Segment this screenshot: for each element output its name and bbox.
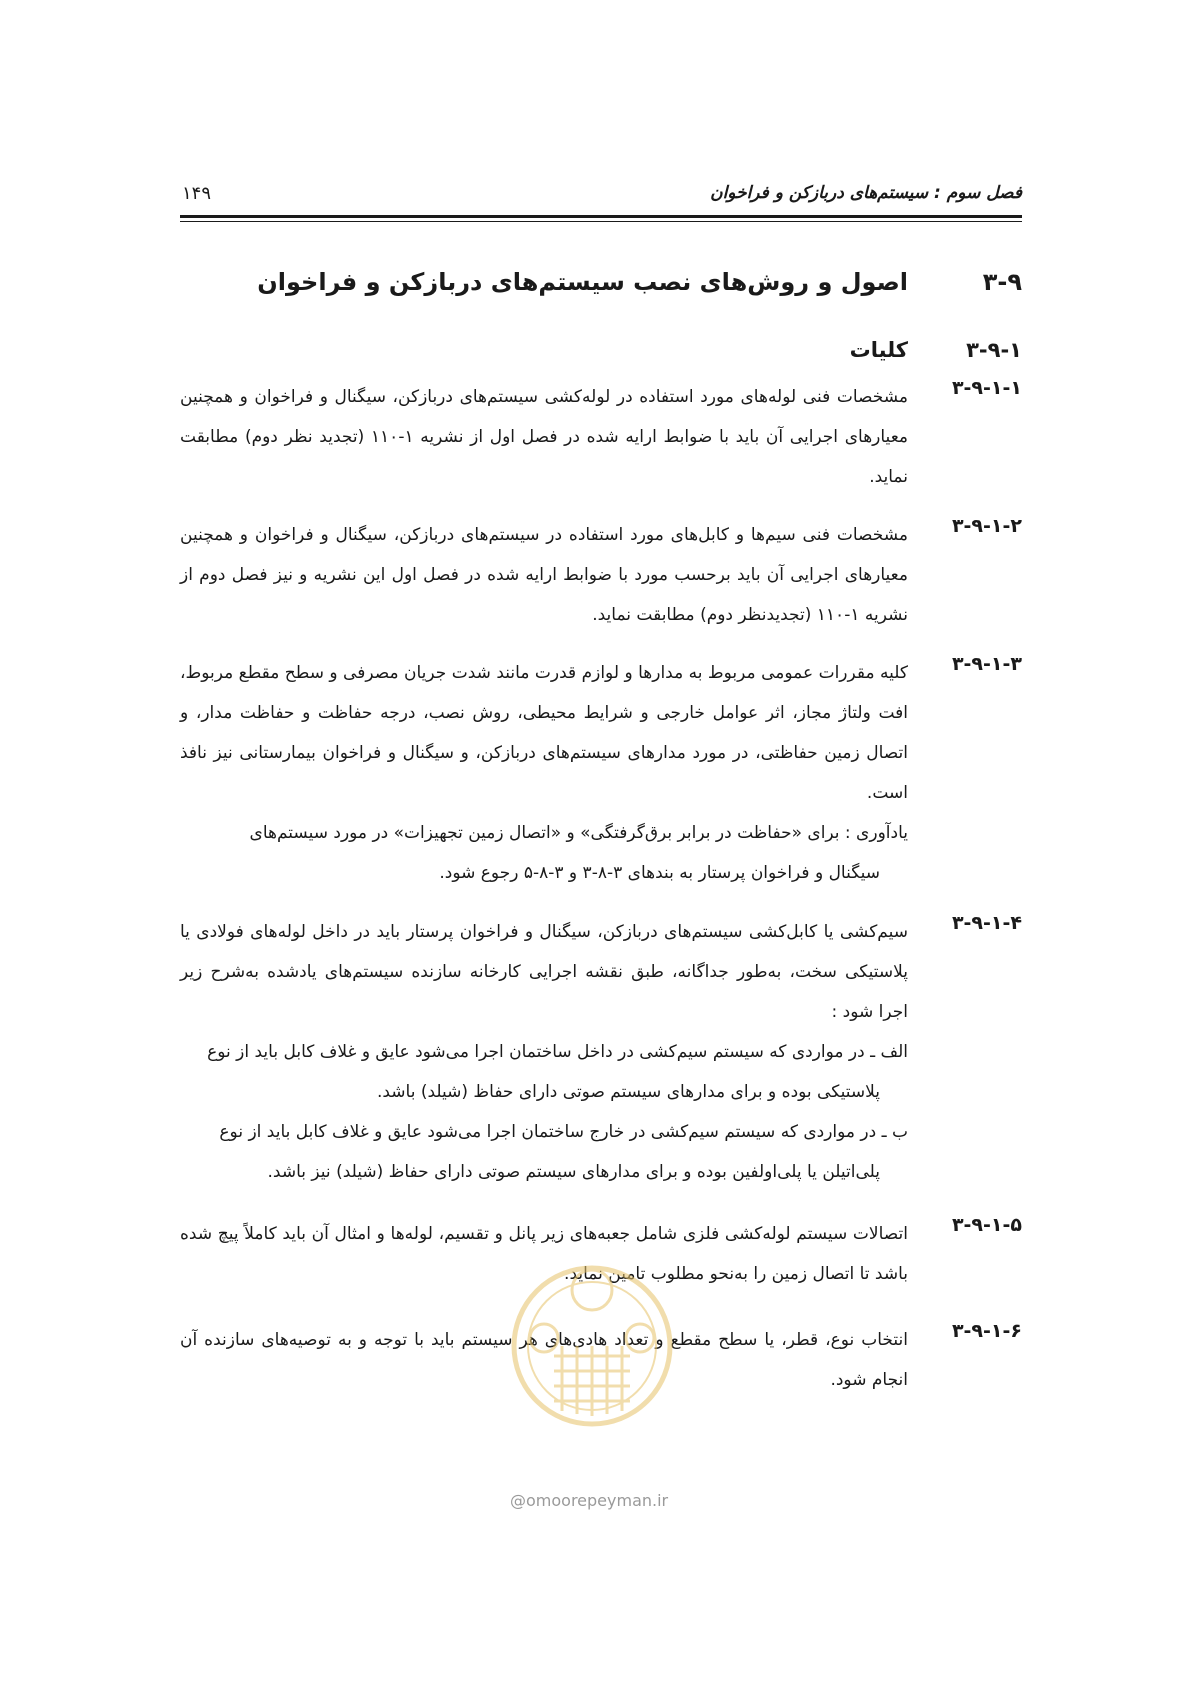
item-continuation: پلاستیکی بوده و برای مدارهای سیستم صوتی دارای حفاظ (شیلد) باشد. (376, 1082, 880, 1102)
subsection-title: کلیات (849, 338, 908, 362)
chapter-title: فصل سوم : سیستم‌های دربازکن و فراخوان (710, 183, 1022, 203)
clause-2 (180, 515, 1022, 635)
clause-1 (180, 377, 1022, 497)
item-continuation: پلی‌اتیلن یا پلی‌اولفین بوده و برای مدارهای سیستم صوتی دارای حفاظ (شیلد) نیز باشد. (267, 1162, 880, 1182)
clause-text: مشخصات فنی سیم‌ها و کابل‌های مورد استفاده در سیستم‌های دربازکن، سیگنال و فراخوان و همچنین معیارهای اجرایی آن باید برحسب مورد با ضوابط ارایه شده در فصل اول این نشریه و نیز فصل دوم از نشریه ۱-۱۱۰ (تجدیدنظر دوم) مطابقت نماید. (180, 525, 908, 625)
clause-text: مشخصات فنی لوله‌های مورد استفاده در لوله‌کشی سیستم‌های دربازکن، سیگنال و فراخوان و همچنین معیارهای اجرایی آن باید با ضوابط ارایه شده در فصل اول از نشریه ۱-۱۱۰ (تجدید نظر دوم) مطابقت نماید. (180, 387, 908, 487)
clause-text: کلیه مقررات عمومی مربوط به مدارها و لوازم قدرت مانند شدت جریان مصرفی و سطح مقطع مربوط، افت ولتاژ مجاز، اثر عوامل خارجی و شرایط محیطی، روش نصب، درجه حفاظت و حفاظت مدار، و اتصال زمین حفاظتی، در مورد مدارهای سیستم‌های دربازکن، و سیگنال و فراخوان بیمارستانی نیز نافذ است. (180, 663, 908, 803)
clause-3 (180, 653, 1022, 893)
header-rule-thick (180, 215, 1022, 218)
header-rule-thin (180, 221, 1022, 222)
watermark-site (510, 1491, 668, 1510)
clause-text: سیم‌کشی یا کابل‌کشی سیستم‌های دربازکن، سیگنال و فراخوان پرستار باید در داخل لوله‌های فولادی یا پلاستیکی سخت، به‌طور جداگانه، طبق نقشه اجرایی کارخانه سازنده سیستم‌های یادشده به‌شرح زیر اجرا شود : (180, 922, 908, 1022)
clause-number: ۳-۹-۱-۲ (951, 515, 1022, 537)
item-first-line: ب ـ در مواردی که سیستم سیم‌کشی در خارج ساختمان اجرا می‌شود عایق و غلاف کابل باید از نوع (219, 1122, 908, 1142)
page-number: ۱۴۹ (182, 183, 212, 204)
note-first-line: یادآوری : برای «حفاظت در برابر برق‌گرفتگی» و «اتصال زمین تجهیزات» در مورد سیستم‌های (249, 823, 908, 843)
list-item-b (180, 1112, 908, 1192)
watermark-stamp (492, 1246, 692, 1446)
note-continuation: سیگنال و فراخوان پرستار به بندهای ۳-۸-۳ و ۳-۸-۵ رجوع شود. (439, 863, 880, 883)
watermark-site-text: omoorepeyman.ir (526, 1491, 669, 1510)
section-heading (180, 268, 1022, 308)
item-first-line: الف ـ در مواردی که سیستم سیم‌کشی در داخل ساختمان اجرا می‌شود عایق و غلاف کابل باید از نوع (207, 1042, 908, 1062)
section-title: اصول و روش‌های نصب سیستم‌های دربازکن و فراخوان (257, 268, 908, 296)
running-header (180, 183, 1022, 213)
clause-text: انتخاب نوع، قطر، یا سطح مقطع و تعداد هادی‌های هر سیستم باید با توجه و به توصیه‌های سازنده آن انجام شود. (180, 1330, 908, 1390)
at-icon: @ (510, 1491, 526, 1510)
clause-text: اتصالات سیستم لوله‌کشی فلزی شامل جعبه‌های زیر پانل و تقسیم، لوله‌ها و امثال آن باید کاملاً پیچ شده باشد تا اتصال زمین را به‌نحو مطلوب تامین نماید. (180, 1224, 908, 1284)
clause-note (180, 813, 908, 893)
clause-number: ۳-۹-۱-۱ (951, 377, 1022, 399)
subsection-heading (180, 338, 1022, 372)
clause-number: ۳-۹-۱-۶ (951, 1320, 1022, 1342)
list-item-a (180, 1032, 908, 1112)
section-number: ۳-۹ (982, 268, 1022, 296)
watermark-logo-icon (492, 1246, 692, 1446)
clause-4 (180, 912, 1022, 1192)
clause-number: ۳-۹-۱-۴ (951, 912, 1022, 934)
clause-number: ۳-۹-۱-۵ (951, 1214, 1022, 1236)
clause-number: ۳-۹-۱-۳ (951, 653, 1022, 675)
subsection-number: ۳-۹-۱ (966, 338, 1022, 362)
